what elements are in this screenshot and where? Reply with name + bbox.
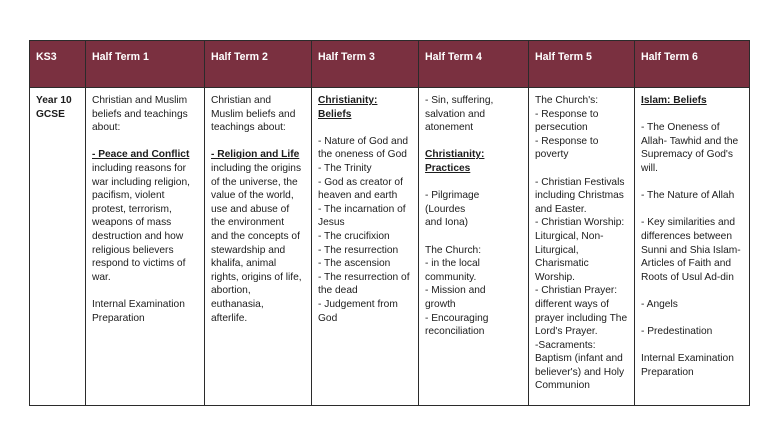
cell-text-line: war including religion, [92, 176, 190, 188]
cell-text-line: reconciliation [425, 326, 485, 338]
header-half-term-5: Half Term 5 [529, 41, 635, 88]
blank-line [318, 121, 412, 135]
cell-text-line: growth [425, 298, 456, 310]
cell-text-line: - Angels [641, 298, 678, 310]
cell-text-line: war. [92, 271, 111, 283]
cell-text-line: teachings about: [211, 122, 286, 134]
cell-text-line: - Key similarities and [641, 217, 735, 229]
cell-text-line: - Sin, suffering, [425, 95, 494, 106]
cell-text-line: - The resurrection [318, 244, 399, 256]
cell-text-line: Supremacy of God's [641, 149, 733, 161]
cell-text-line: Christianity: Beliefs [318, 95, 378, 120]
blank-line [425, 176, 522, 190]
blank-line [641, 339, 743, 353]
cell-text-line: Communion [535, 380, 590, 392]
cell-text-line: -Sacraments: [535, 339, 596, 351]
cell-text-line: - The Nature of Allah [641, 190, 735, 202]
header-half-term-2: Half Term 2 [205, 41, 312, 88]
cell-text-line: the oneness of God [318, 149, 407, 161]
cell-text-line: heaven and earth [318, 190, 398, 202]
cell-text-line: Allah- Tawhid and the [641, 135, 739, 147]
cell-text-line: - Religion and Life [211, 149, 300, 161]
cell-text-line: - Pilgrimage (Lourdes [425, 190, 480, 215]
cell-text-line: Roots of Usul Ad-din [641, 271, 734, 283]
cell-text-line: abortion, [211, 285, 251, 297]
header-half-term-6: Half Term 6 [635, 41, 750, 88]
cell-text-line: Christian and Muslim [92, 95, 188, 106]
row-label-line: GCSE [36, 108, 65, 120]
row-label-line: Year 10 [36, 95, 72, 106]
cell-text-line: atonement [425, 122, 474, 134]
cell-text-line: prayer including The [535, 312, 628, 324]
cell-text-line: value of the world, [211, 190, 294, 202]
cell-half-term-1 [86, 88, 205, 406]
cell-text-line: - Nature of God and [318, 135, 409, 147]
cell-text-line: euthanasia, [211, 298, 264, 310]
header-half-term-3: Half Term 3 [312, 41, 419, 88]
cell-text-line: Liturgical, Non- [535, 230, 604, 242]
blank-line [641, 203, 743, 217]
cell-text-line: - Christian Prayer: [535, 285, 618, 297]
cell-text-line: The Church: [425, 244, 482, 256]
cell-text-line: - Mission and [425, 285, 486, 297]
header-row [30, 41, 750, 88]
cell-text-line: Baptism (infant and [535, 353, 623, 365]
cell-text-line: the dead [318, 285, 358, 297]
cell-text-line: Preparation [641, 366, 694, 378]
cell-text-line: use and abuse of [211, 203, 290, 215]
blank-line [535, 162, 628, 176]
cell-text-line: pacifism, violent [92, 190, 165, 202]
cell-text-line: afterlife. [211, 312, 248, 324]
cell-text-line: community. [425, 271, 477, 283]
cell-text-line: - The Trinity [318, 162, 372, 174]
cell-text-line: Internal Examination [641, 353, 734, 365]
cell-text-line: beliefs and teachings [92, 108, 188, 120]
cell-text-line: Islam: Beliefs [641, 95, 707, 106]
cell-text-line: protest, terrorism, [92, 203, 172, 215]
cell-text-line: salvation and [425, 108, 486, 120]
cell-text-line: - in the local [425, 258, 480, 270]
cell-text-line: about: [92, 122, 121, 134]
cell-text-line: Lord's Prayer. [535, 326, 598, 338]
cell-text-line: and the concepts of [211, 230, 300, 242]
cell-text-line: Articles of Faith and [641, 258, 732, 270]
blank-line [641, 176, 743, 190]
blank-line [641, 108, 743, 122]
cell-half-term-3 [312, 88, 419, 406]
blank-line [641, 312, 743, 326]
cell-text-line: poverty [535, 149, 569, 161]
cell-text-line: respond to victims of [92, 258, 186, 270]
cell-text-line: different ways of [535, 298, 609, 310]
cell-text-line: religious believers [92, 244, 174, 256]
cell-text-line: Liturgical, [535, 244, 579, 256]
cell-text-line: differences between [641, 230, 732, 242]
cell-text-line: stewardship and [211, 244, 286, 256]
cell-text-line: will. [641, 162, 658, 174]
cell-text-line: - The Oneness of [641, 122, 720, 134]
cell-text-line: the environment [211, 217, 285, 229]
cell-text-line: Charismatic Worship. [535, 258, 589, 283]
cell-text-line: Practices [425, 162, 471, 174]
cell-text-line: - Christian Festivals [535, 176, 625, 188]
cell-text-line: - Response to [535, 108, 599, 120]
cell-text-line: Sunni and Shia Islam- [641, 244, 741, 256]
cell-text-line: - The resurrection of [318, 271, 410, 283]
cell-text-line: The Church's: [535, 95, 599, 106]
cell-half-term-2 [205, 88, 312, 406]
row-label-year-10-gcse [30, 88, 86, 406]
cell-text-line: - The crucifixion [318, 230, 390, 242]
cell-text-line: including reasons for [92, 162, 187, 174]
cell-text-line: - Response to [535, 135, 599, 147]
cell-half-term-6 [635, 88, 750, 406]
cell-text-line: khalifa, animal [211, 258, 277, 270]
cell-text-line: believer's) and Holy [535, 366, 625, 378]
year-10-row [30, 88, 750, 406]
cell-text-line: Muslim beliefs and [211, 108, 296, 120]
cell-half-term-4 [419, 88, 529, 406]
cell-text-line: - The incarnation of [318, 203, 406, 215]
cell-text-line: Jesus [318, 217, 345, 229]
cell-text-line: God [318, 312, 338, 324]
curriculum-table [29, 40, 750, 406]
cell-half-term-5 [529, 88, 635, 406]
header-half-term-1: Half Term 1 [86, 41, 205, 88]
blank-line [425, 135, 522, 149]
blank-line [211, 135, 305, 149]
header-ks3: KS3 [30, 41, 86, 88]
cell-text-line: Christianity: [425, 149, 485, 161]
blank-line [92, 284, 198, 298]
cell-text-line: - Christian Worship: [535, 217, 625, 229]
cell-text-line: including the origins [211, 162, 302, 174]
blank-line [641, 284, 743, 298]
cell-text-line: Internal Examination [92, 298, 185, 310]
blank-line [425, 230, 522, 244]
header-half-term-4: Half Term 4 [419, 41, 529, 88]
cell-text-line: - Peace and Conflict [92, 149, 190, 161]
cell-text-line: - God as creator of [318, 176, 403, 188]
cell-text-line: Christian and [211, 95, 272, 106]
cell-text-line: Preparation [92, 312, 145, 324]
cell-text-line: rights, origins of life, [211, 271, 302, 283]
cell-text-line: and Iona) [425, 217, 469, 229]
cell-text-line: - Encouraging [425, 312, 489, 324]
blank-line [92, 135, 198, 149]
cell-text-line: persecution [535, 122, 588, 134]
cell-text-line: destruction and how [92, 230, 184, 242]
cell-text-line: - The ascension [318, 258, 391, 270]
cell-text-line: weapons of mass [92, 217, 172, 229]
cell-text-line: including Christmas [535, 190, 624, 202]
cell-text-line: of the universe, the [211, 176, 298, 188]
cell-text-line: - Predestination [641, 326, 713, 338]
cell-text-line: - Judgement from [318, 298, 398, 310]
cell-text-line: and Easter. [535, 203, 587, 215]
